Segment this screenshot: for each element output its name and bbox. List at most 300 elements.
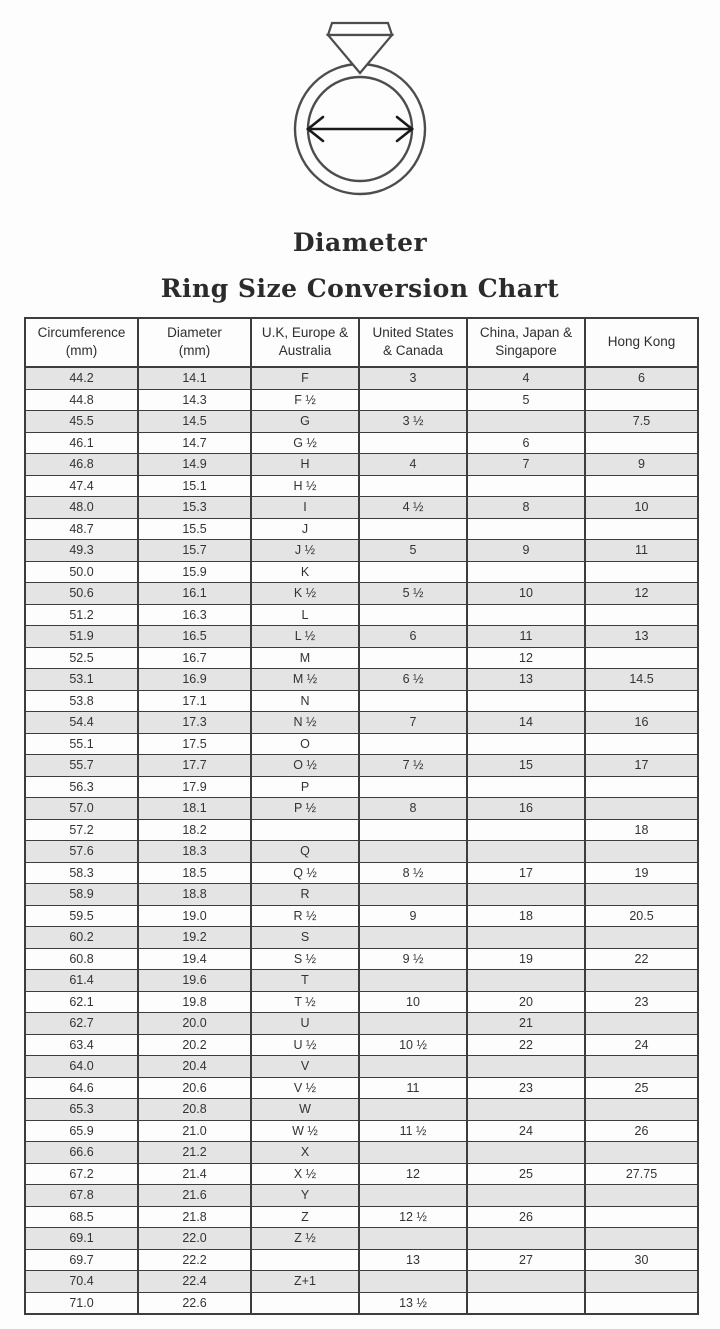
- table-cell: 44.8: [25, 389, 138, 411]
- table-cell: 13: [359, 1249, 467, 1271]
- table-cell: 62.1: [25, 991, 138, 1013]
- table-cell: 48.0: [25, 497, 138, 519]
- table-cell: 66.6: [25, 1142, 138, 1164]
- table-row: [25, 1120, 698, 1142]
- table-cell: [585, 1292, 698, 1314]
- table-cell: 25: [585, 1077, 698, 1099]
- table-row: [25, 1056, 698, 1078]
- table-cell: 14.3: [138, 389, 251, 411]
- table-cell: [359, 884, 467, 906]
- table-cell: G: [251, 411, 359, 433]
- table-cell: [585, 841, 698, 863]
- table-cell: 26: [467, 1206, 585, 1228]
- table-cell: [467, 970, 585, 992]
- table-cell: 5: [467, 389, 585, 411]
- table-cell: [585, 927, 698, 949]
- table-cell: 14.7: [138, 432, 251, 454]
- table-row: [25, 475, 698, 497]
- table-cell: 24: [467, 1120, 585, 1142]
- table-cell: [585, 1185, 698, 1207]
- table-row: [25, 1142, 698, 1164]
- table-cell: [585, 1206, 698, 1228]
- table-cell: 21.6: [138, 1185, 251, 1207]
- table-row: [25, 1013, 698, 1035]
- table-cell: P: [251, 776, 359, 798]
- table-cell: 3: [359, 367, 467, 389]
- table-cell: [359, 604, 467, 626]
- table-cell: 71.0: [25, 1292, 138, 1314]
- table-row: [25, 1292, 698, 1314]
- table-row: [25, 1185, 698, 1207]
- table-row: [25, 948, 698, 970]
- table-cell: [585, 389, 698, 411]
- table-cell: 14: [467, 712, 585, 734]
- table-cell: 64.0: [25, 1056, 138, 1078]
- table-cell: [467, 841, 585, 863]
- table-cell: 10: [585, 497, 698, 519]
- table-cell: 20.2: [138, 1034, 251, 1056]
- table-cell: 25: [467, 1163, 585, 1185]
- table-cell: 19.2: [138, 927, 251, 949]
- table-cell: 9 ½: [359, 948, 467, 970]
- table-cell: 19.8: [138, 991, 251, 1013]
- table-cell: 56.3: [25, 776, 138, 798]
- column-header-line1: U.K, Europe &: [261, 325, 349, 340]
- table-cell: [359, 647, 467, 669]
- table-cell: 21.8: [138, 1206, 251, 1228]
- table-row: [25, 367, 698, 389]
- table-cell: 7: [467, 454, 585, 476]
- table-cell: 20.8: [138, 1099, 251, 1121]
- table-cell: [359, 776, 467, 798]
- column-header-line1: Circumference: [37, 325, 126, 340]
- table-cell: [585, 561, 698, 583]
- table-cell: N ½: [251, 712, 359, 734]
- diamond-ring-icon: [270, 14, 450, 214]
- table-cell: 22.6: [138, 1292, 251, 1314]
- column-header-line2: & Canada: [382, 343, 444, 358]
- table-cell: V: [251, 1056, 359, 1078]
- table-cell: H ½: [251, 475, 359, 497]
- table-cell: 58.3: [25, 862, 138, 884]
- table-cell: F: [251, 367, 359, 389]
- table-cell: 20.4: [138, 1056, 251, 1078]
- table-cell: [585, 475, 698, 497]
- table-cell: 19: [467, 948, 585, 970]
- table-cell: [359, 1142, 467, 1164]
- column-header: [138, 318, 251, 367]
- table-cell: Z+1: [251, 1271, 359, 1293]
- table-cell: S: [251, 927, 359, 949]
- table-row: [25, 1249, 698, 1271]
- table-cell: 14.5: [585, 669, 698, 691]
- table-cell: 19: [585, 862, 698, 884]
- table-cell: 15.9: [138, 561, 251, 583]
- table-cell: [359, 475, 467, 497]
- table-cell: 46.8: [25, 454, 138, 476]
- table-row: [25, 905, 698, 927]
- table-cell: T ½: [251, 991, 359, 1013]
- table-cell: 67.8: [25, 1185, 138, 1207]
- table-cell: 60.2: [25, 927, 138, 949]
- table-row: [25, 819, 698, 841]
- table-cell: P ½: [251, 798, 359, 820]
- table-cell: [359, 841, 467, 863]
- table-row: [25, 884, 698, 906]
- table-cell: 15.1: [138, 475, 251, 497]
- table-cell: 55.1: [25, 733, 138, 755]
- table-cell: [467, 1099, 585, 1121]
- table-row: [25, 690, 698, 712]
- table-cell: 18.8: [138, 884, 251, 906]
- table-cell: [585, 1228, 698, 1250]
- table-cell: 16.3: [138, 604, 251, 626]
- column-header-line2: Australia: [278, 343, 332, 358]
- table-cell: 6: [467, 432, 585, 454]
- table-cell: J: [251, 518, 359, 540]
- table-cell: 11: [359, 1077, 467, 1099]
- table-cell: 57.6: [25, 841, 138, 863]
- table-cell: 67.2: [25, 1163, 138, 1185]
- table-cell: 20.5: [585, 905, 698, 927]
- table-cell: 11: [585, 540, 698, 562]
- table-cell: [467, 411, 585, 433]
- table-cell: [467, 1185, 585, 1207]
- table-cell: [585, 432, 698, 454]
- table-cell: 18: [467, 905, 585, 927]
- table-cell: 21.2: [138, 1142, 251, 1164]
- table-cell: T: [251, 970, 359, 992]
- table-cell: 47.4: [25, 475, 138, 497]
- table-cell: [359, 1056, 467, 1078]
- table-row: [25, 798, 698, 820]
- table-cell: Q ½: [251, 862, 359, 884]
- table-cell: [585, 1013, 698, 1035]
- table-row: [25, 432, 698, 454]
- table-cell: 17.1: [138, 690, 251, 712]
- table-cell: [585, 884, 698, 906]
- table-cell: 14.5: [138, 411, 251, 433]
- table-cell: [359, 1271, 467, 1293]
- column-header: [585, 318, 698, 367]
- table-row: [25, 1163, 698, 1185]
- table-cell: O ½: [251, 755, 359, 777]
- table-cell: 20.0: [138, 1013, 251, 1035]
- table-cell: 3 ½: [359, 411, 467, 433]
- table-cell: [467, 690, 585, 712]
- table-cell: 13: [467, 669, 585, 691]
- table-cell: W: [251, 1099, 359, 1121]
- table-cell: Z: [251, 1206, 359, 1228]
- table-cell: [251, 819, 359, 841]
- table-cell: 19.0: [138, 905, 251, 927]
- table-cell: 7.5: [585, 411, 698, 433]
- table-cell: [467, 884, 585, 906]
- table-cell: [467, 733, 585, 755]
- table-cell: [585, 1271, 698, 1293]
- diameter-caption: Diameter: [292, 228, 428, 257]
- table-row: [25, 454, 698, 476]
- table-cell: 16.7: [138, 647, 251, 669]
- table-cell: 44.2: [25, 367, 138, 389]
- table-cell: 52.5: [25, 647, 138, 669]
- table-cell: [467, 604, 585, 626]
- table-cell: 30: [585, 1249, 698, 1271]
- table-cell: 17: [467, 862, 585, 884]
- table-row: [25, 712, 698, 734]
- table-cell: 4: [359, 454, 467, 476]
- table-cell: [359, 690, 467, 712]
- column-header-line1: United States: [372, 325, 454, 340]
- table-cell: 53.8: [25, 690, 138, 712]
- table-row: [25, 1228, 698, 1250]
- table-cell: [359, 389, 467, 411]
- table-header-row: [25, 318, 698, 367]
- table-cell: 7: [359, 712, 467, 734]
- table-cell: J ½: [251, 540, 359, 562]
- table-cell: 69.7: [25, 1249, 138, 1271]
- table-cell: 17.5: [138, 733, 251, 755]
- table-cell: 8: [359, 798, 467, 820]
- table-cell: 17.9: [138, 776, 251, 798]
- table-cell: [467, 1056, 585, 1078]
- table-cell: [359, 927, 467, 949]
- table-row: [25, 970, 698, 992]
- table-cell: 19.4: [138, 948, 251, 970]
- page-title: Ring Size Conversion Chart: [160, 274, 560, 303]
- table-row: [25, 991, 698, 1013]
- column-header-line2: Singapore: [495, 343, 557, 358]
- table-cell: 18.1: [138, 798, 251, 820]
- table-row: [25, 927, 698, 949]
- table-cell: 15: [467, 755, 585, 777]
- table-cell: 16.1: [138, 583, 251, 605]
- table-cell: 13: [585, 626, 698, 648]
- table-cell: 23: [585, 991, 698, 1013]
- table-cell: 18: [585, 819, 698, 841]
- table-cell: 51.9: [25, 626, 138, 648]
- table-cell: 13 ½: [359, 1292, 467, 1314]
- table-cell: [467, 927, 585, 949]
- diameter-arrow: [308, 117, 412, 141]
- table-cell: 8 ½: [359, 862, 467, 884]
- table-cell: 11: [467, 626, 585, 648]
- table-row: [25, 841, 698, 863]
- table-cell: [251, 1249, 359, 1271]
- table-cell: [467, 1142, 585, 1164]
- table-cell: 22: [585, 948, 698, 970]
- table-cell: 6: [359, 626, 467, 648]
- table-cell: X: [251, 1142, 359, 1164]
- table-cell: [467, 518, 585, 540]
- diamond-icon: [328, 23, 392, 73]
- table-cell: O: [251, 733, 359, 755]
- table-cell: 21.4: [138, 1163, 251, 1185]
- table-cell: 20: [467, 991, 585, 1013]
- table-cell: 23: [467, 1077, 585, 1099]
- table-cell: 45.5: [25, 411, 138, 433]
- table-cell: 22.4: [138, 1271, 251, 1293]
- table-cell: 15.7: [138, 540, 251, 562]
- table-row: [25, 1271, 698, 1293]
- table-cell: 12 ½: [359, 1206, 467, 1228]
- table-cell: 55.7: [25, 755, 138, 777]
- table-cell: [251, 1292, 359, 1314]
- table-cell: X ½: [251, 1163, 359, 1185]
- table-cell: 6: [585, 367, 698, 389]
- table-row: [25, 540, 698, 562]
- table-cell: [467, 819, 585, 841]
- table-cell: N: [251, 690, 359, 712]
- table-cell: 63.4: [25, 1034, 138, 1056]
- table-cell: Y: [251, 1185, 359, 1207]
- table-cell: 12: [359, 1163, 467, 1185]
- column-header: [251, 318, 359, 367]
- table-cell: 17: [585, 755, 698, 777]
- table-cell: 64.6: [25, 1077, 138, 1099]
- table-row: [25, 1077, 698, 1099]
- table-cell: 7 ½: [359, 755, 467, 777]
- table-cell: L ½: [251, 626, 359, 648]
- table-cell: I: [251, 497, 359, 519]
- table-cell: [585, 647, 698, 669]
- table-cell: 27: [467, 1249, 585, 1271]
- table-cell: 17.3: [138, 712, 251, 734]
- table-cell: 69.1: [25, 1228, 138, 1250]
- table-cell: 57.2: [25, 819, 138, 841]
- table-cell: 14.1: [138, 367, 251, 389]
- table-cell: 5 ½: [359, 583, 467, 605]
- table-cell: 9: [467, 540, 585, 562]
- table-cell: 61.4: [25, 970, 138, 992]
- table-cell: 16: [467, 798, 585, 820]
- table-cell: 49.3: [25, 540, 138, 562]
- table-row: [25, 411, 698, 433]
- column-header-line2: (mm): [65, 343, 98, 358]
- table-cell: 50.0: [25, 561, 138, 583]
- table-cell: 59.5: [25, 905, 138, 927]
- table-cell: 15.3: [138, 497, 251, 519]
- table-cell: F ½: [251, 389, 359, 411]
- table-cell: 21.0: [138, 1120, 251, 1142]
- table-cell: [359, 432, 467, 454]
- table-cell: 51.2: [25, 604, 138, 626]
- table-cell: [585, 518, 698, 540]
- table-cell: L: [251, 604, 359, 626]
- table-cell: 22.2: [138, 1249, 251, 1271]
- table-cell: [359, 1013, 467, 1035]
- table-cell: 65.9: [25, 1120, 138, 1142]
- table-cell: [359, 970, 467, 992]
- table-cell: Z ½: [251, 1228, 359, 1250]
- table-cell: 18.2: [138, 819, 251, 841]
- table-cell: [585, 733, 698, 755]
- table-cell: 12: [467, 647, 585, 669]
- table-cell: [585, 1142, 698, 1164]
- table-cell: 54.4: [25, 712, 138, 734]
- table-cell: [359, 518, 467, 540]
- table-cell: 57.0: [25, 798, 138, 820]
- table-cell: 50.6: [25, 583, 138, 605]
- table-cell: [585, 1056, 698, 1078]
- table-cell: [467, 1228, 585, 1250]
- table-row: [25, 518, 698, 540]
- table-cell: 21: [467, 1013, 585, 1035]
- table-row: [25, 669, 698, 691]
- table-cell: [359, 561, 467, 583]
- table-cell: U ½: [251, 1034, 359, 1056]
- table-cell: 19.6: [138, 970, 251, 992]
- table-cell: 5: [359, 540, 467, 562]
- table-cell: 8: [467, 497, 585, 519]
- table-cell: 27.75: [585, 1163, 698, 1185]
- table-cell: 4: [467, 367, 585, 389]
- table-cell: 9: [585, 454, 698, 476]
- table-cell: 12: [585, 583, 698, 605]
- table-cell: 48.7: [25, 518, 138, 540]
- table-cell: 70.4: [25, 1271, 138, 1293]
- table-row: [25, 733, 698, 755]
- table-cell: 68.5: [25, 1206, 138, 1228]
- table-row: [25, 561, 698, 583]
- table-cell: 16.9: [138, 669, 251, 691]
- table-cell: [359, 1185, 467, 1207]
- column-header-line1: Diameter: [167, 325, 222, 340]
- column-header: [467, 318, 585, 367]
- table-cell: K: [251, 561, 359, 583]
- table-cell: 62.7: [25, 1013, 138, 1035]
- table-cell: S ½: [251, 948, 359, 970]
- table-cell: 46.1: [25, 432, 138, 454]
- table-row: [25, 1034, 698, 1056]
- table-cell: 4 ½: [359, 497, 467, 519]
- table-cell: 18.5: [138, 862, 251, 884]
- table-cell: R ½: [251, 905, 359, 927]
- table-cell: [359, 819, 467, 841]
- table-cell: 22.0: [138, 1228, 251, 1250]
- table-cell: 9: [359, 905, 467, 927]
- table-cell: 22: [467, 1034, 585, 1056]
- column-header: [25, 318, 138, 367]
- table-cell: U: [251, 1013, 359, 1035]
- column-header: [359, 318, 467, 367]
- table-cell: [467, 1271, 585, 1293]
- table-cell: [585, 776, 698, 798]
- table-row: [25, 604, 698, 626]
- table-cell: 18.3: [138, 841, 251, 863]
- table-cell: 10: [467, 583, 585, 605]
- table-cell: 17.7: [138, 755, 251, 777]
- table-cell: 65.3: [25, 1099, 138, 1121]
- table-cell: 11 ½: [359, 1120, 467, 1142]
- table-cell: M: [251, 647, 359, 669]
- column-header-line1: Hong Kong: [607, 334, 676, 349]
- table-cell: 58.9: [25, 884, 138, 906]
- table-cell: [585, 604, 698, 626]
- table-cell: [585, 690, 698, 712]
- table-cell: 53.1: [25, 669, 138, 691]
- column-header-line1: China, Japan &: [479, 325, 573, 340]
- table-cell: H: [251, 454, 359, 476]
- table-cell: [359, 733, 467, 755]
- table-cell: Q: [251, 841, 359, 863]
- table-cell: V ½: [251, 1077, 359, 1099]
- table-row: [25, 647, 698, 669]
- table-cell: 24: [585, 1034, 698, 1056]
- table-cell: W ½: [251, 1120, 359, 1142]
- ring-size-conversion-table: [24, 317, 699, 1315]
- table-row: [25, 583, 698, 605]
